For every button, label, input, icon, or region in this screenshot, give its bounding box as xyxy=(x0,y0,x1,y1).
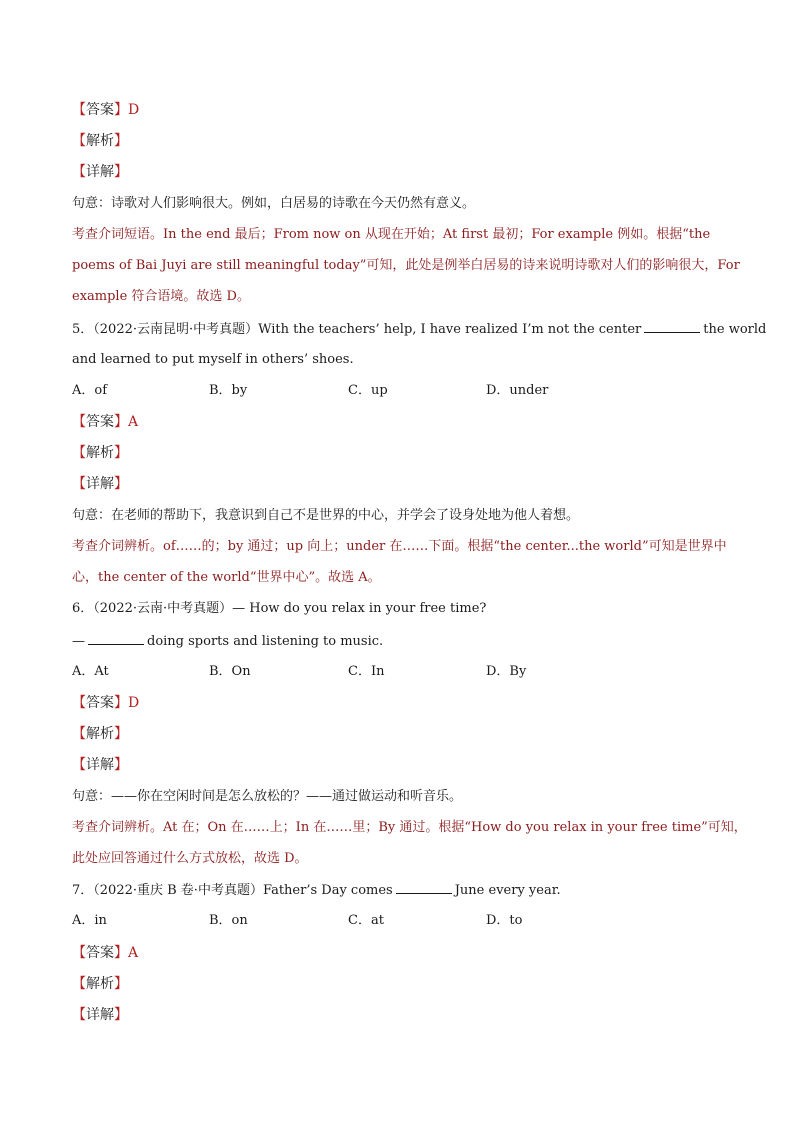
q4-explanation-2: poems of Bai Juyi are still meaningful today”可知，此处是例举白居易的诗来说明诗歌对人们的影响很大，For xyxy=(72,258,740,273)
q6-answer-tag: 【答案】D xyxy=(72,695,140,711)
q4-explanation-3: example 符合语境。故选 D。 xyxy=(72,289,250,304)
q5-option-c: C．up xyxy=(348,383,388,398)
q7-answer-tag: 【答案】A xyxy=(72,945,139,961)
q7-option-d: D．to xyxy=(486,913,523,928)
q6-blank xyxy=(88,632,144,645)
q7-analysis-tag: 【解析】 xyxy=(72,976,128,992)
q6-answer-value: D xyxy=(128,695,140,711)
q6-option-d: D．By xyxy=(486,664,527,679)
q5-option-a: A．of xyxy=(72,383,108,398)
q6-meaning: 句意：——你在空闲时间是怎么放松的？——通过做运动和听音乐。 xyxy=(72,789,463,804)
q4-detail-tag: 【详解】 xyxy=(72,164,128,180)
q6-stem: 6．（2022·云南·中考真题）— How do you relax in your free time? xyxy=(72,601,487,616)
q4-explanation-1: 考查介词短语。In the end 最后；From now on 从现在开始；At first 最初；For example 例如。根据“the xyxy=(72,227,711,242)
q7-option-a: A．in xyxy=(72,913,107,928)
q5-analysis-tag: 【解析】 xyxy=(72,445,128,461)
q4-answer-tag: 【答案】D xyxy=(72,102,140,118)
q6-explanation-2: 此处应回答通过什么方式放松，故选 D。 xyxy=(72,851,308,866)
q5-stem-line2: and learned to put myself in others’ shoes. xyxy=(72,352,354,367)
q5-answer-tag: 【答案】A xyxy=(72,414,139,430)
q5-explanation-1: 考查介词辨析。of……的；by 通过；up 向上；under 在……下面。根据“the center...the world”可知是世界中 xyxy=(72,539,727,554)
q6-option-a: A．At xyxy=(72,664,109,679)
q6-detail-tag: 【详解】 xyxy=(72,757,128,773)
q4-analysis-tag: 【解析】 xyxy=(72,133,128,149)
q7-blank xyxy=(396,881,452,894)
q6-stem-line2: — doing sports and listening to music. xyxy=(72,634,384,649)
q7-option-b: B．on xyxy=(209,913,248,928)
q5-option-b: B．by xyxy=(209,383,248,398)
q5-meaning: 句意：在老师的帮助下，我意识到自己不是世界的中心，并学会了设身处地为他人着想。 xyxy=(72,508,580,523)
q5-detail-tag: 【详解】 xyxy=(72,476,128,492)
q6-explanation-1: 考查介词辨析。At 在；On 在……上；In 在……里；By 通过。根据“How do you relax in your free time”可知， xyxy=(72,820,747,835)
q7-detail-tag: 【详解】 xyxy=(72,1007,128,1023)
q7-answer-value: A xyxy=(128,945,139,961)
q5-blank xyxy=(644,320,700,333)
q5-answer-value: A xyxy=(128,414,139,430)
q7-option-c: C．at xyxy=(348,913,384,928)
q5-stem: 5．（2022·云南昆明·中考真题）With the teachers’ help, I have realized I’m not the center the world xyxy=(72,322,767,337)
q4-meaning: 句意：诗歌对人们影响很大。例如，白居易的诗歌在今天仍然有意义。 xyxy=(72,196,476,211)
q5-option-d: D．under xyxy=(486,383,549,398)
q7-stem: 7．（2022·重庆 B 卷·中考真题）Father’s Day comes June every year. xyxy=(72,883,561,898)
q6-analysis-tag: 【解析】 xyxy=(72,726,128,742)
q5-explanation-2: 心，the center of the world“世界中心”。故选 A。 xyxy=(72,570,381,585)
q6-option-c: C．In xyxy=(348,664,385,679)
q6-option-b: B．On xyxy=(209,664,251,679)
q4-answer-value: D xyxy=(128,102,140,118)
